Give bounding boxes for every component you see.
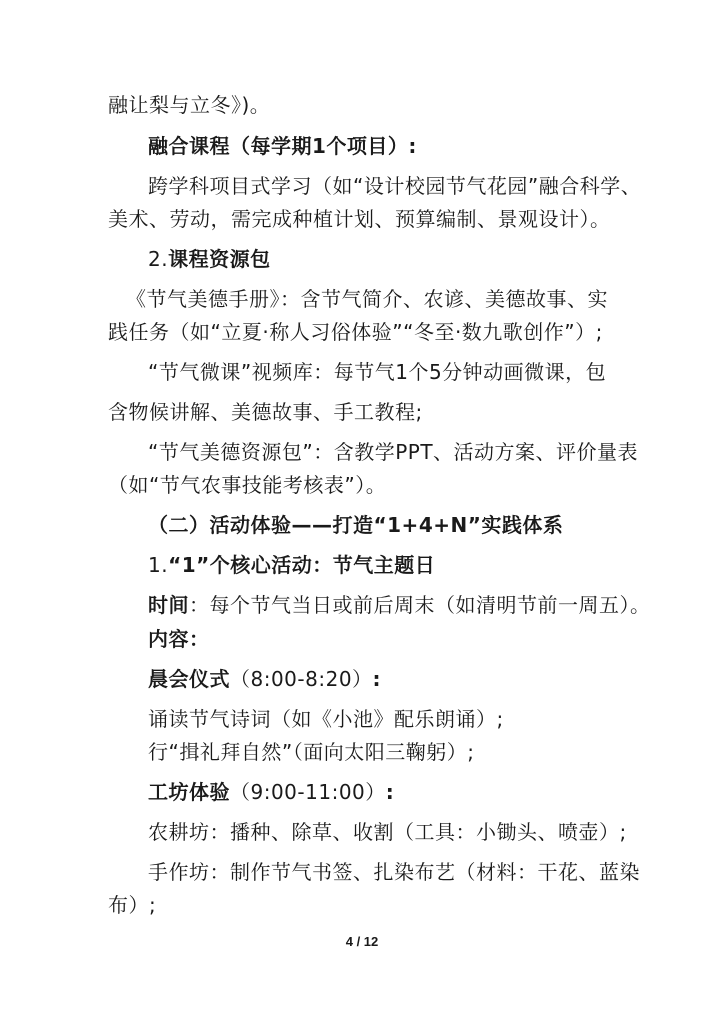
paragraph-line (108, 320, 603, 344)
paragraph-line (148, 593, 651, 617)
bold-text: “1”个核心活动：节气主题日 (168, 553, 436, 577)
text: 布）; (108, 893, 157, 917)
text: 行“揖礼拜自然”（面向太阳三鞠躬）; (148, 740, 475, 764)
text: 1. (148, 553, 169, 577)
text: 诵读节气诗词（如《小池》配乐朗诵）; (148, 707, 504, 731)
bold-text: （二）活动体验——打造“1+4+N”实践体系 (148, 513, 564, 537)
paragraph-line (148, 440, 638, 464)
text: 践任务（如“立夏·称人习俗体验”“冬至·数九歌创作”）; (108, 320, 603, 344)
paragraph-line (148, 820, 627, 844)
text: （如“节气农事技能考核表”）。 (108, 473, 387, 497)
paragraph-line (108, 207, 611, 231)
text: “节气微课”视频库：每节气1个5分钟动画微课，包 (148, 360, 607, 384)
paragraph-line (108, 893, 156, 917)
bold-text: 融合课程（每学期1个项目）: (148, 134, 417, 158)
text: 手作坊：制作节气书签、扎染布艺（材料：干花、蓝染 (148, 860, 640, 884)
paragraph-line (148, 780, 394, 804)
paragraph-line (148, 860, 640, 884)
bold-text: 内容： (148, 627, 210, 651)
paragraph-line (148, 513, 563, 537)
paragraph-line (148, 627, 210, 651)
paragraph-line (126, 287, 608, 311)
paragraph-line (148, 360, 606, 384)
bold-text: 时间 (148, 593, 189, 617)
bold-text: 工坊体验 (148, 780, 230, 804)
paragraph-line (148, 553, 435, 577)
paragraph-line (108, 473, 386, 497)
paragraph-line (148, 134, 417, 158)
bold-text: 晨会仪式 (148, 667, 230, 691)
page-number: 4 / 12 (345, 934, 379, 949)
text: 农耕坊：播种、除草、收割（工具：小锄头、喷壶）; (148, 820, 627, 844)
paragraph-line (148, 707, 504, 731)
paragraph-line (148, 174, 641, 198)
text: 《节气美德手册》：含节气简介、农谚、美德故事、实 (126, 287, 608, 311)
text: 美术、劳动，需完成种植计划、预算编制、景观设计）。 (108, 207, 611, 231)
paragraph-line (148, 667, 381, 691)
bold-text: : (385, 780, 395, 804)
text: （9:00-11:00） (230, 780, 386, 804)
bold-text: : (372, 667, 382, 691)
paragraph-line (148, 740, 474, 764)
bold-text: 课程资源包 (168, 247, 271, 271)
paragraph-line (108, 400, 423, 424)
text: 跨学科项目式学习（如“设计校园节气花园”融合科学、 (148, 174, 642, 198)
text: 融让梨与立冬》)。 (108, 93, 271, 117)
text: 含物候讲解、美德故事、手工教程; (108, 400, 423, 424)
paragraph-line (108, 93, 270, 117)
text: ：每个节气当日或前后周末（如清明节前一周五）。 (189, 593, 651, 617)
text: （8:00-8:20） (230, 667, 373, 691)
paragraph-line (148, 247, 271, 271)
text: “节气美德资源包”：含教学PPT、活动方案、评价量表 (148, 440, 639, 464)
text: 2. (148, 247, 169, 271)
